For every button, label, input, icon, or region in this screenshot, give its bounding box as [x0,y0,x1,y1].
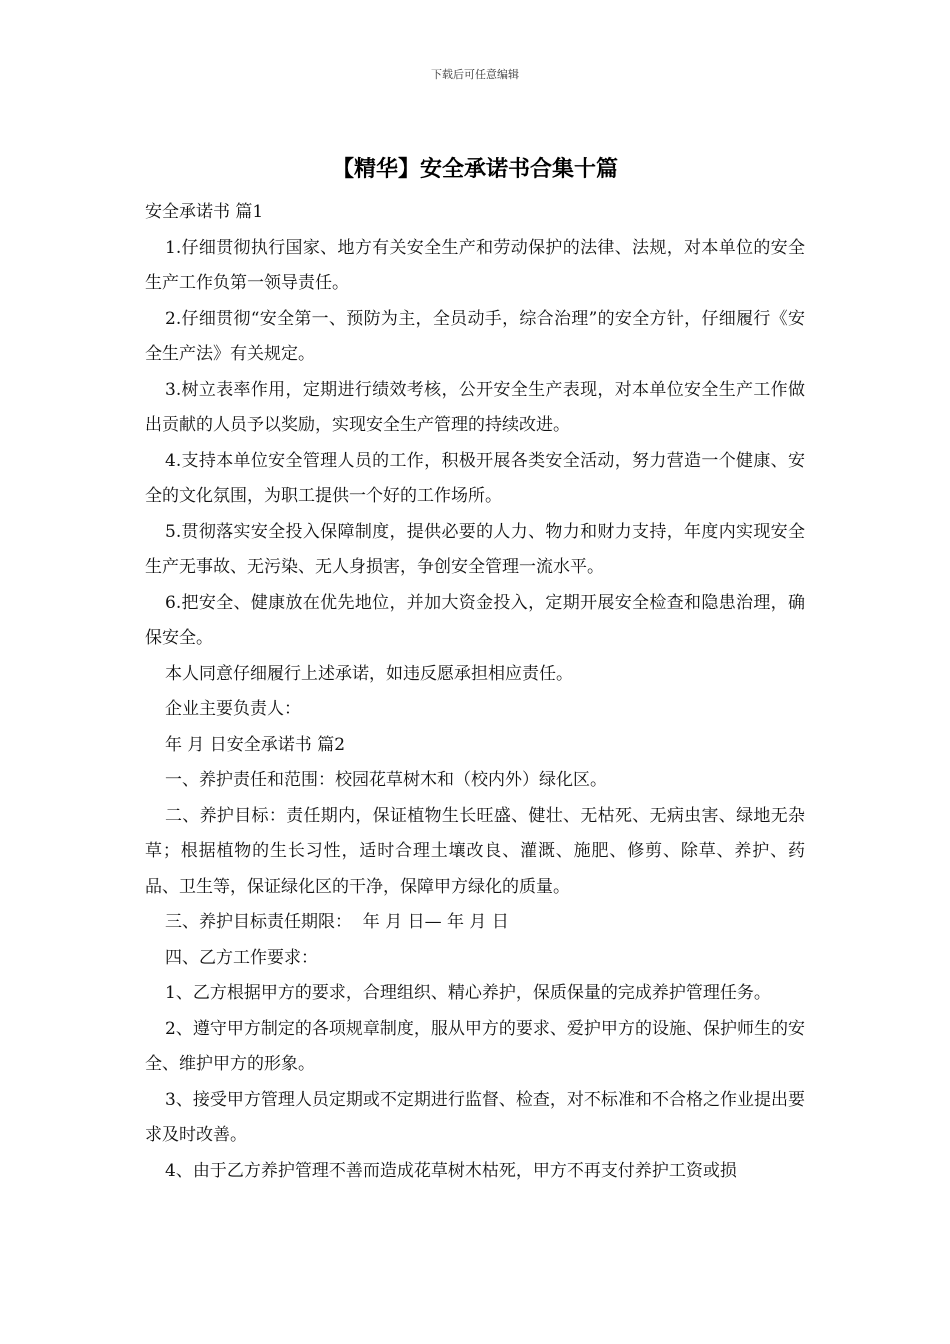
paragraph: 2、遵守甲方制定的各项规章制度，服从甲方的要求、爱护甲方的设施、保护师生的安全、维护甲方的形象。 [145,1018,805,1074]
paragraph: 一、养护责任和范围：校园花草树木和（校内外）绿化区。 [165,770,607,790]
section-heading-2: 年 月 日安全承诺书 篇2 [165,734,346,755]
paragraph: 1、乙方根据甲方的要求，合理组织、精心养护，保质保量的完成养护管理任务。 [165,983,771,1003]
paragraph: 3.树立表率作用，定期进行绩效考核，公开安全生产表现，对本单位安全生产工作做出贡献的人员予以奖励，实现安全生产管理的持续改进。 [145,379,805,435]
paragraph: 四、乙方工作要求： [165,947,318,968]
paragraph: 本人同意仔细履行上述承诺，如违反愿承担相应责任。 [165,663,573,684]
paragraph: 二、养护目标：责任期内，保证植物生长旺盛、健壮、无枯死、无病虫害、绿地无杂草；根据植物的生长习性，适时合理土壤改良、灌溉、施肥、修剪、除草、养护、药品、卫生等，保证绿化区的干净，保障甲方绿化的质量。 [145,805,805,897]
paragraph: 4.支持本单位安全管理人员的工作，积极开展各类安全活动，努力营造一个健康、安全的文化氛围，为职工提供一个好的工作场所。 [145,450,805,506]
paragraph: 6.把安全、健康放在优先地位，并加大资金投入，定期开展安全检查和隐患治理，确保安全。 [145,592,805,648]
paragraph: 2.仔细贯彻“安全第一、预防为主，全员动手，综合治理”的安全方针，仔细履行《安全生产法》有关规定。 [145,308,805,364]
document-title: 【精华】安全承诺书合集十篇 [331,157,618,182]
signature-line: 企业主要负责人： [165,699,301,719]
paragraph: 5.贯彻落实安全投入保障制度，提供必要的人力、物力和财力支持，年度内实现安全生产无事故、无污染、无人身损害，争创安全管理一流水平。 [145,521,805,577]
section-heading-1: 安全承诺书 篇1 [145,202,264,222]
paragraph: 三、养护目标责任期限： 年 月 日— 年 月 日 [165,912,509,932]
paragraph: 3、接受甲方管理人员定期或不定期进行监督、检查，对不标准和不合格之作业提出要求及时改善。 [145,1089,805,1145]
page-header: 下载后可任意编辑 [431,68,519,81]
paragraph: 4、由于乙方养护管理不善而造成花草树木枯死，甲方不再支付养护工资或损 [165,1160,737,1181]
paragraph: 1.仔细贯彻执行国家、地方有关安全生产和劳动保护的法律、法规，对本单位的安全生产工作负第一领导责任。 [145,237,805,293]
document-body [145,195,805,1189]
